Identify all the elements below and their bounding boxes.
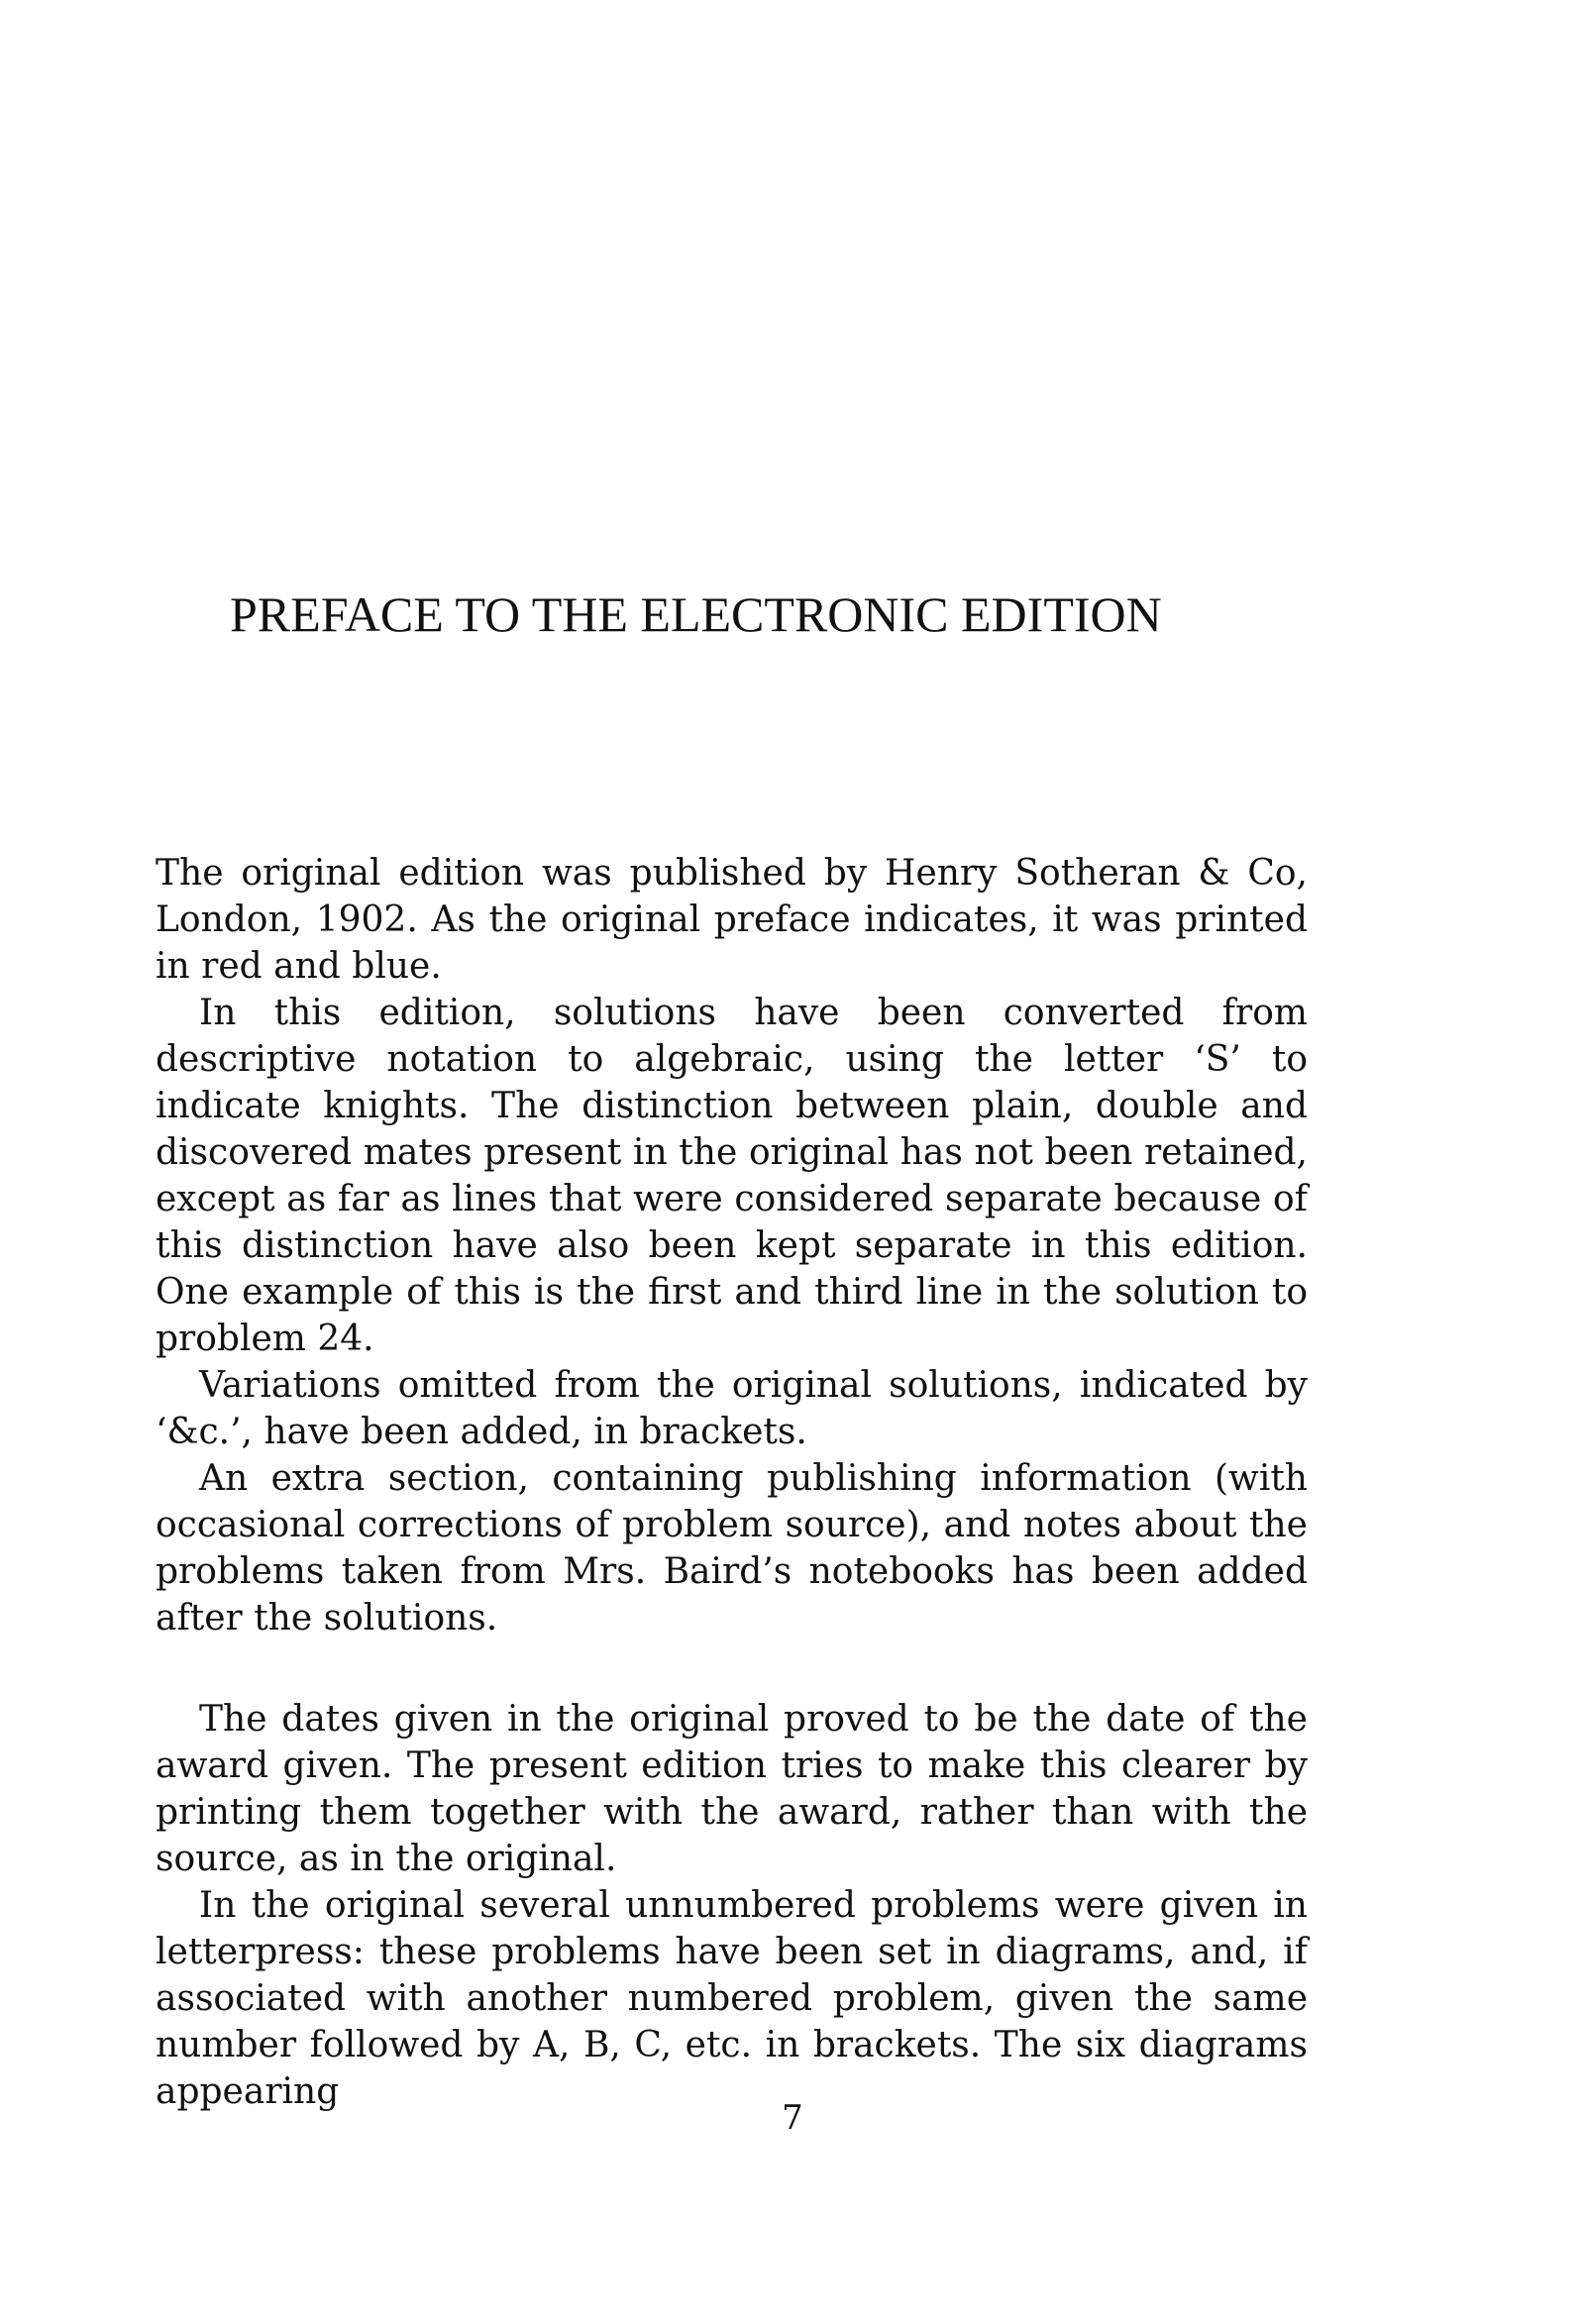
paragraph: Variations omitted from the original solutions, indicated by ‘&c.’, have been added, in brackets. [156,1365,1308,1452]
paragraph: An extra section, containing publishing information (with occasional corrections of problem source), and notes about the problems taken from Mrs. Baird’s notebooks has been added after the solutions. [156,1458,1308,1638]
paragraph: The original edition was published by Henry Sotheran & Co, London, 1902. As the original preface indicates, it was printed in red and blue. [156,853,1308,987]
preface-body [156,850,1308,2115]
paragraph: In the original several unnumbered problems were given in letterpress: these problems have been set in diagrams, and, if associated with another numbered problem, given the same number followed by A, B, C, etc. in brackets. The six diagrams appearing [156,1885,1308,2112]
paragraph: The dates given in the original proved to be the date of the award given. The present edition tries to make this clearer by printing them together with the award, rather than with the source, as in the original. [156,1699,1308,1879]
paragraph: In this edition, solutions have been converted from descriptive notation to algebraic, using the letter ‘S’ to indicate knights. The distinction between plain, double and discovered mates present in the original has not been retained, except as far as lines that were considered separate because of this distinction have also been kept separate in this edition. One example of this is the first and third line in the solution to problem 24. [156,993,1308,1359]
page-number: 7 [782,2098,803,2138]
page-title: PREFACE TO THE ELECTRONIC EDITION [230,586,1162,642]
